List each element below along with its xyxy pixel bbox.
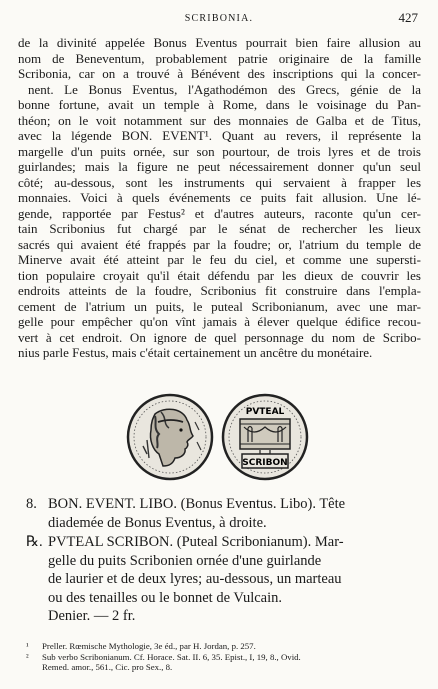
footnotes bbox=[26, 641, 421, 673]
entry-line: PVTEAL SCRIBON. (Puteal Scribonianum). Mar- bbox=[48, 534, 344, 550]
coin-obverse-image bbox=[125, 392, 215, 482]
body-line: tain Scribonius fut chargé par le sénat de rechercher les lieux bbox=[18, 221, 421, 236]
body-line: de la divinité appelée Bonus Eventus pourrait bien faire allusion au bbox=[18, 35, 421, 50]
body-line: nius parle Festus, mais c'était certainement un ancêtre du monétaire. bbox=[18, 345, 373, 360]
footnote-text: Remed. amor., 561., Cic. pro Sex., 8. bbox=[42, 662, 173, 672]
entry-value-line: Denier. — 2 fr. bbox=[48, 608, 136, 624]
entry-line: BON. EVENT. LIBO. (Bonus Eventus. Libo). Tête bbox=[48, 496, 346, 512]
catalog-entry bbox=[26, 495, 421, 532]
footnote-number: ¹ bbox=[26, 641, 29, 651]
body-line: nom de Beneventum, probablement patrie originaire de la famille bbox=[18, 50, 421, 66]
page-number: 427 bbox=[398, 10, 418, 25]
body-line: margelle d'un puits ornée, sur son pourtour, de trois lyres et de trois bbox=[18, 143, 421, 159]
coin-reverse-legend-bottom: SCRIBON bbox=[242, 458, 288, 468]
body-line: guirlandes; mais la figure ne peut nécessairement donner qu'un seul bbox=[18, 159, 421, 174]
entry-line: diademée de Bonus Eventus, à droite. bbox=[48, 514, 267, 531]
footnote-text: Preller. Rœmische Mythologie, 3e éd., par H. Jordan, p. 257. bbox=[42, 641, 256, 651]
body-line: Minerve avait été atteint par le feu du ciel, et comme une supersti- bbox=[18, 252, 421, 267]
body-line: vert à cet endroit. On ignore de quel personnage du nom de Scribo- bbox=[18, 329, 421, 345]
body-line: gende, rapportée par Festus² et d'autres auteurs, raconte qu'un cer- bbox=[18, 205, 421, 221]
running-head bbox=[20, 10, 418, 26]
footnote bbox=[26, 641, 421, 652]
body-line: endroits atteints de la foudre, Scribonius fit construire dans l'empla- bbox=[18, 283, 421, 298]
body-line: Scribonia, car on a trouvé à Bénévent des inscriptions qui la concer- bbox=[18, 66, 421, 81]
footnote-number: ² bbox=[26, 651, 29, 662]
body-line: sacrés qui avaient été frappés par la foudre; or, l'atrium du temple de bbox=[18, 236, 421, 252]
body-line: côté; au-dessous, sont les instruments qui servaient à frapper les bbox=[18, 174, 421, 190]
entry-number: 8. bbox=[26, 496, 37, 512]
body-paragraph bbox=[18, 35, 421, 361]
coin-reverse-image bbox=[220, 392, 310, 482]
body-line: théon; on le voit notamment sur des monnaies de Galba et de Titus, bbox=[18, 112, 421, 128]
entry-line: ou des tenailles ou le bonnet de Vulcain. bbox=[48, 589, 283, 606]
body-line: tion populaire croyait qu'il était défendu par les dieux de couvrir les bbox=[18, 267, 421, 283]
entry-line: de laurier et de deux lyres; au-dessous, un marteau bbox=[48, 571, 342, 587]
running-title: SCRIBONIA. bbox=[184, 13, 254, 24]
coin-illustration bbox=[125, 392, 315, 482]
body-line: monnaies. Voici à quels événements ce puits fait allusion. Une lé- bbox=[18, 190, 421, 205]
body-line: cement de l'atrium un puits, le puteal Scribonianum, avec une mar- bbox=[18, 298, 421, 314]
entry-reverse-symbol: ℞. bbox=[26, 534, 43, 550]
footnote bbox=[26, 652, 421, 663]
catalog-entry-reverse bbox=[26, 533, 421, 626]
body-line: nent. Le Bonus Eventus, l'Agathodémon des Grecs, génie de la bbox=[28, 81, 421, 97]
body-line: avec la légende BON. EVENT¹. Quant au revers, il représente la bbox=[18, 128, 421, 143]
body-line: bonne fortune, avait un temple à Rome, dans le voisinage du Pan- bbox=[18, 97, 421, 112]
footnote-text: Sub verbo Scribonianum. Cf. Horace. Sat. II. 6, 35. Epist., I, 19, 8., Ovid. bbox=[42, 651, 301, 662]
entry-line: gelle du puits Scribonien ornée d'une guirlande bbox=[48, 552, 322, 569]
coin-reverse-legend-top: PVTEAL bbox=[245, 407, 285, 417]
body-line: gelle pour empêcher qu'on vînt jamais à élever quelque édifice recou- bbox=[18, 314, 421, 329]
